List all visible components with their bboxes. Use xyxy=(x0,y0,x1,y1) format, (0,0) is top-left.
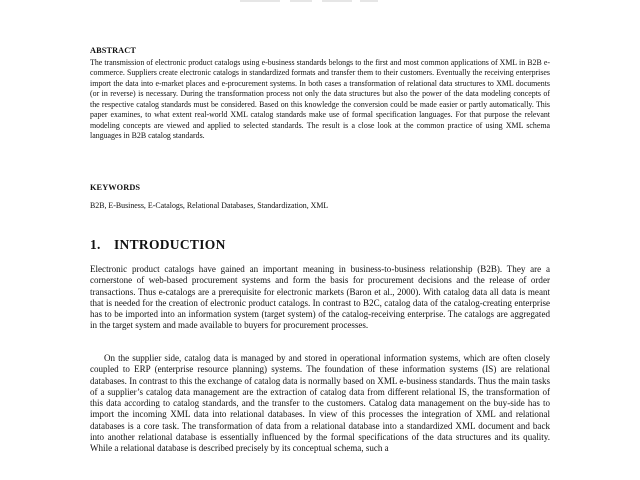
abstract-text: The transmission of electronic product catalogs using e-business standards belongs to the first and most common applications of XML in B2B e-commerce. Suppliers create electronic catalogs in standardized formats and transfer them to their customers. Eventually the receiving enterprises import the data into e-market places and e-procurement systems. In both cases a transformation of relational data structures to XML documents (or in reverse) is necessary. During the transformation process not only the data structures but also the power of the data modeling concepts of the respective catalog standards must be considered. Based on this knowledge the conversion could be made easier or partly automatically. This paper examines, to what extent real-world XML catalog standards make use of formal specification languages. For that purpose the relevant modeling concepts are viewed and applied to selected standards. The result is a close look at the common practice of using XML schema languages in B2B catalog standards. xyxy=(90,58,550,141)
keywords-text: B2B, E-Business, E-Catalogs, Relational Databases, Standardization, XML xyxy=(90,201,329,210)
abstract-heading: ABSTRACT xyxy=(90,46,136,55)
page-top-edge xyxy=(90,0,550,8)
introduction-paragraph-1: Electronic product catalogs have gained an important meaning in business-to-business relationship (B2B). They are a cornerstone of web-based procurement systems and form the basis for procurement decisions and the release of order transactions. Thus e-catalogs are a prerequisite for electronic markets (Baron et al., 2000). With catalog data all data is meant that is needed for the creation of electronic product catalogs. In contrast to B2C, catalog data of the catalog-creating enterprise has to be imported into an information system (target system) of the catalog-receiving enterprise. The catalogs are aggregated in the target system and made available to buyers for procurement processes. xyxy=(90,264,550,331)
introduction-paragraph-2: On the supplier side, catalog data is managed by and stored in operational information systems, which are often closely coupled to ERP (enterprise resource planning) systems. The foundation of these information systems (IS) are relational databases. In contrast to this the exchange of catalog data is normally based on XML e-business standards. Thus the main tasks of a supplier’s catalog data management are the extraction of catalog data from different relational IS, the transformation of this data according to catalog standards, and the transfer to the customers. Catalog data management on the buy-side has to import the incoming XML data into relational databases. In view of this processes the integration of XML and relational databases is a core task. The transformation of data from a relational database into a standardized XML document and back into another relational database is essentially influenced by the formal specifications of the data structures and its quality. While a relational database is described precisely by its conceptual schema, such a xyxy=(90,353,550,454)
section-number: 1. xyxy=(90,237,101,252)
introduction-heading xyxy=(90,237,226,253)
keywords-heading: KEYWORDS xyxy=(90,183,141,192)
section-title: INTRODUCTION xyxy=(114,237,226,252)
